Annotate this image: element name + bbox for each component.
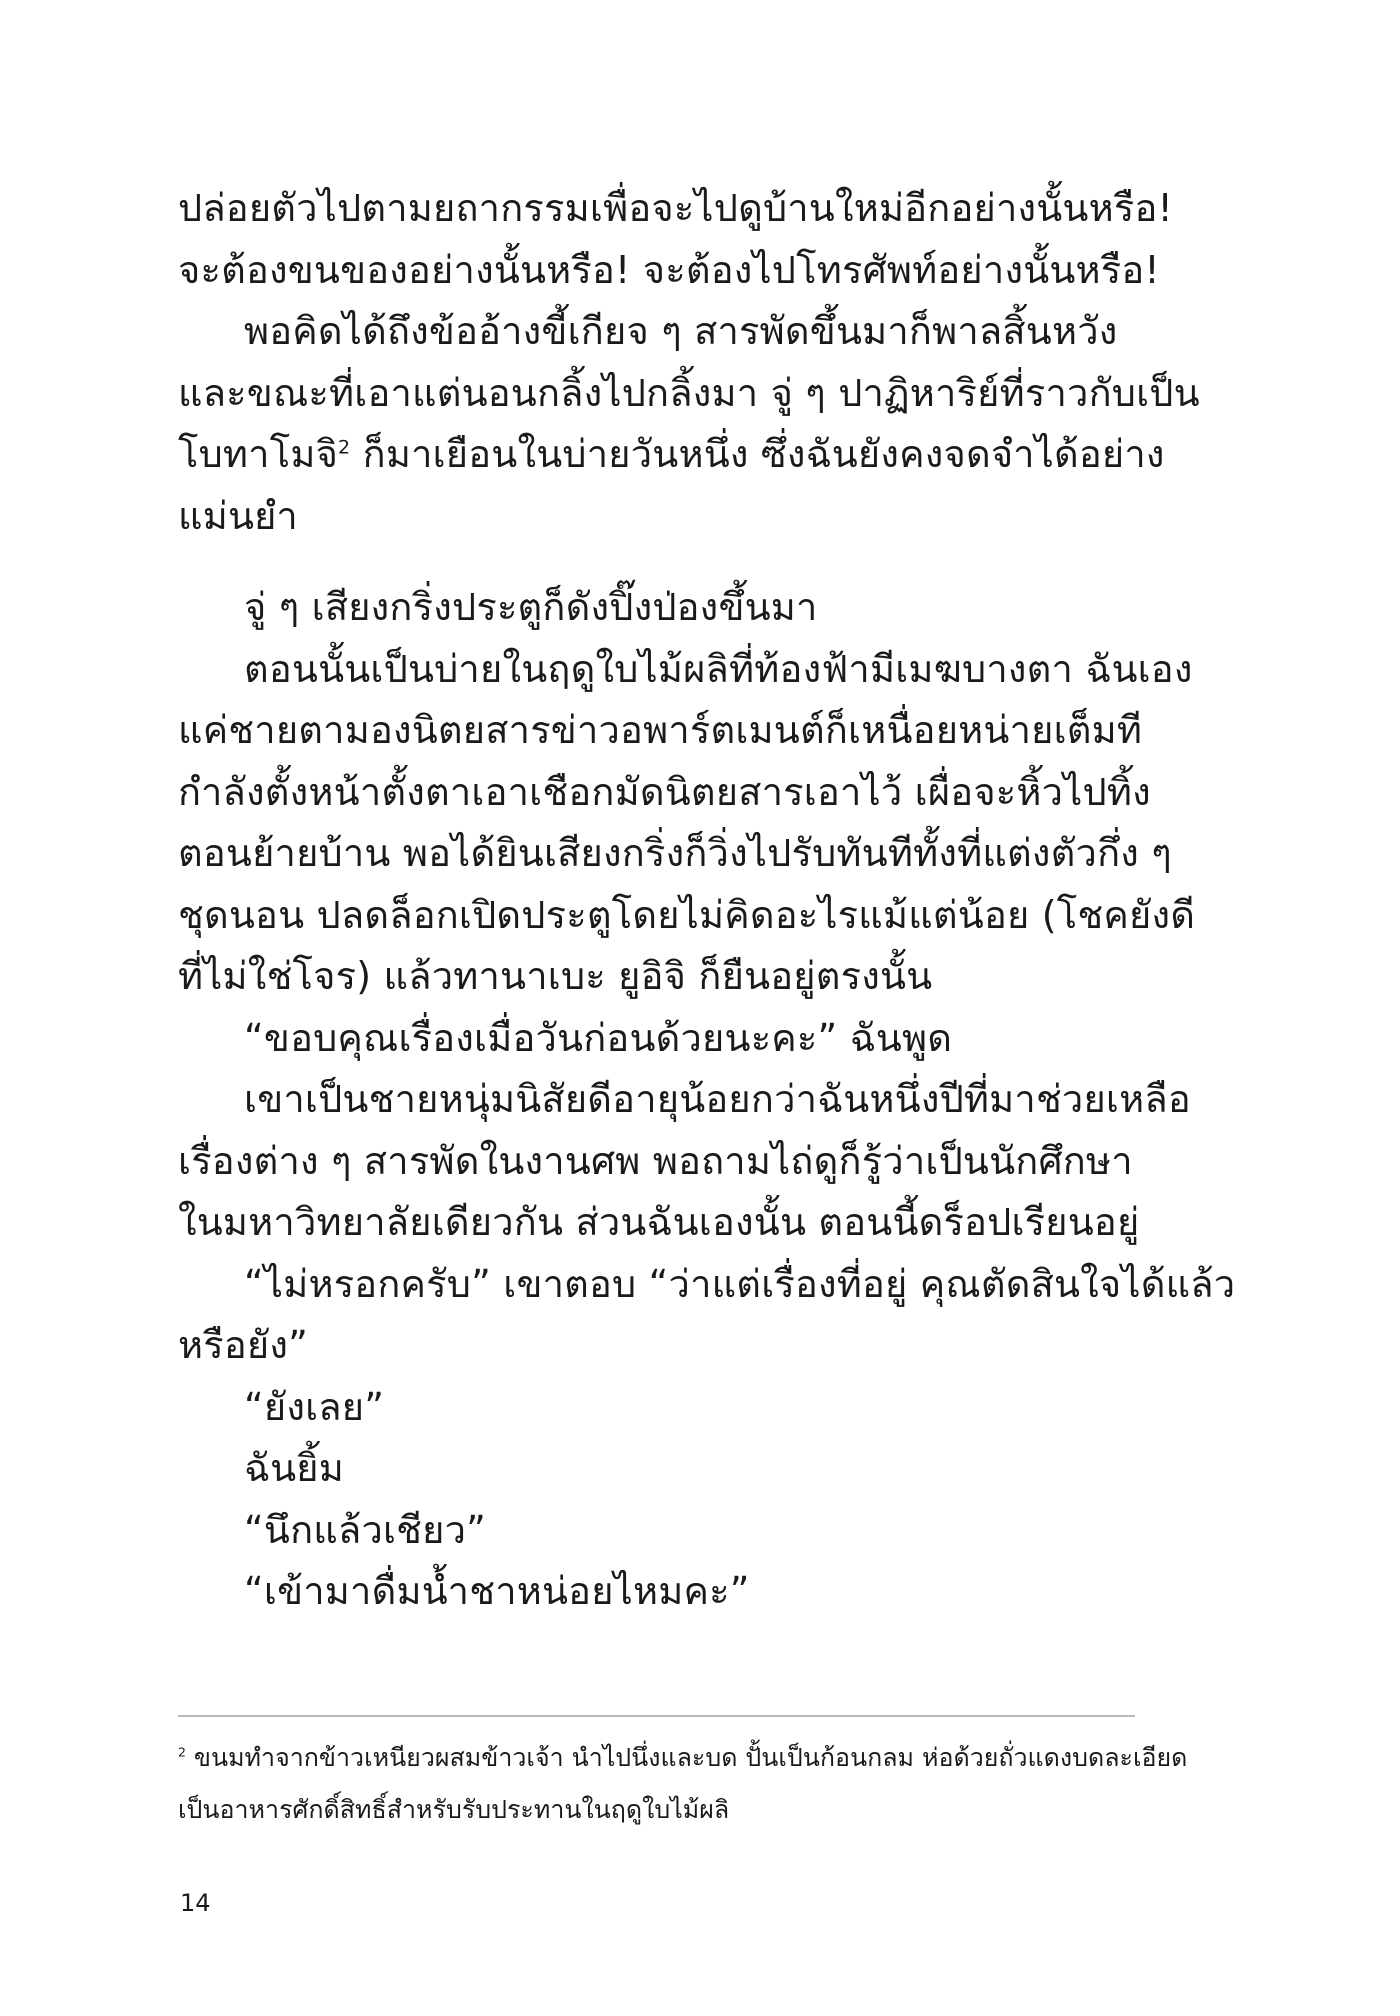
text-line: ตอนย้ายบ้าน พอได้ยินเสียงกริ่งก็วิ่งไปรับทันทีทั้งที่แต่งตัวกึ่ง ๆ [178,831,1172,875]
main-text [178,178,1236,1623]
section-break [178,547,1138,577]
text-line: “ยังเลย” [244,1384,385,1429]
text-line: ชุดนอน ปลดล็อกเปิดประตูโดยไม่คิดอะไรแม้แต่น้อย (โชคยังดี [178,892,1196,937]
text-line: ที่ไม่ใช่โจร) แล้วทานาเบะ ยูอิจิ ก็ยืนอยู่ตรงนั้น [178,954,933,998]
footnote [178,1732,1188,1836]
footnote-reference: 2 [338,436,351,459]
text-line: เขาเป็นชายหนุ่มนิสัยดีอายุน้อยกว่าฉันหนึ่งปีที่มาช่วยเหลือ [244,1077,1191,1121]
text-line: และขณะที่เอาแต่นอนกลิ้งไปกลิ้งมา จู่ ๆ ปาฏิหาริย์ที่ราวกับเป็น [178,370,1200,415]
text-line: ตอนนั้นเป็นบ่ายในฤดูใบไม้ผลิที่ท้องฟ้ามีเมฆบางตา ฉันเอง [244,646,1193,691]
page-number: 14 [180,1889,211,1917]
text-line: กำลังตั้งหน้าตั้งตาเอาเชือกมัดนิตยสารเอาไว้ เผื่อจะหิ้วไปทิ้ง [178,769,1151,814]
text-line-with-footnote-ref [178,424,1165,486]
text-line: “นึกแล้วเชียว” [244,1507,487,1552]
text-line: พอคิดได้ถึงข้ออ้างขี้เกียจ ๆ สารพัดขึ้นมาก็พาลสิ้นหวัง [244,309,1118,353]
text-line: ในมหาวิทยาลัยเดียวกัน ส่วนฉันเองนั้น ตอนนี้ดร็อปเรียนอยู่ [178,1200,1140,1244]
footnote-text: ขนมทำจากข้าวเหนียวผสมข้าวเจ้า นำไปนึ่งและบด ปั้นเป็นก้อนกลม ห่อด้วยถั่วแดงบดละเอียด [185,1743,1188,1772]
text-line: หรือยัง” [178,1323,308,1367]
text-line: จะต้องขนของอย่างนั้นหรือ! จะต้องไปโทรศัพท์อย่างนั้นหรือ! [178,247,1160,292]
text-segment: โบทาโมจิ [178,432,339,476]
text-line: แม่นยำ [178,493,298,538]
footnote-divider [178,1715,1135,1717]
text-line: “เข้ามาดื่มน้ำชาหน่อยไหมคะ” [244,1569,750,1613]
text-segment: ก็มาเยือนในบ่ายวันหนึ่ง ซึ่งฉันยังคงจดจำได้อย่าง [350,432,1165,476]
text-line: แค่ชายตามองนิตยสารข่าวอพาร์ตเมนต์ก็เหนื่อยหน่ายเต็มที [178,708,1143,752]
text-line: ฉันยิ้ม [244,1446,344,1490]
text-line: จู่ ๆ เสียงกริ่งประตูก็ดังปิ๊งป่องขึ้นมา [244,585,818,629]
footnote-line: เป็นอาหารศักดิ์สิทธิ์สำหรับรับประทานในฤดูใบไม้ผลิ [178,1795,730,1824]
text-line: “ขอบคุณเรื่องเมื่อวันก่อนด้วยนะคะ” ฉันพูด [244,1015,953,1060]
text-line: ปล่อยตัวไปตามยถากรรมเพื่อจะไปดูบ้านใหม่อีกอย่างนั้นหรือ! [178,186,1173,230]
footnote-line [178,1732,1188,1784]
footnote-marker: 2 [178,1744,186,1760]
text-line: เรื่องต่าง ๆ สารพัดในงานศพ พอถามไถ่ดูก็รู้ว่าเป็นนักศึกษา [178,1138,1133,1183]
text-line: “ไม่หรอกครับ” เขาตอบ “ว่าแต่เรื่องที่อยู่ คุณตัดสินใจได้แล้ว [244,1261,1236,1306]
